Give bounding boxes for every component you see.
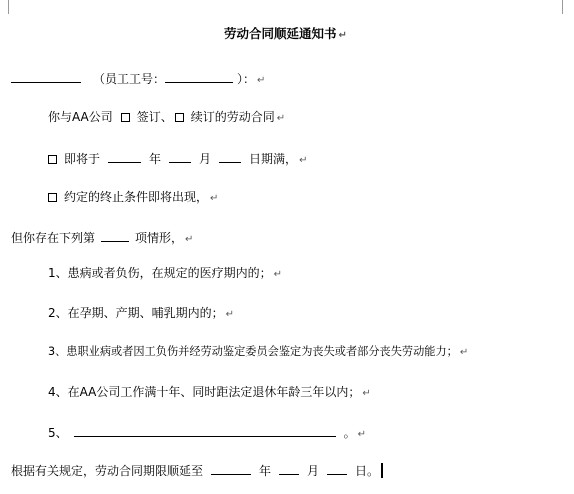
paragraph-mark: ↵: [299, 155, 308, 166]
contract-prefix: 你与AA公司: [48, 110, 113, 124]
condition-prefix: 但你存在下列第: [11, 231, 96, 245]
contract-type-line: [48, 109, 285, 125]
employee-id-close: ）：: [237, 72, 256, 86]
renew-checkbox[interactable]: [175, 113, 184, 122]
extend-year-label: 年: [259, 464, 272, 478]
termination-text: 约定的终止条件即将出现，: [64, 190, 209, 204]
condition-line: [11, 228, 193, 244]
item5-number: 5、: [48, 426, 68, 440]
sign-checkbox[interactable]: [121, 113, 130, 122]
termination-checkbox[interactable]: [48, 193, 57, 202]
list-item: [48, 384, 371, 400]
expiry-line: [48, 149, 307, 165]
extend-month-label: 月: [307, 464, 320, 478]
paragraph-mark: ↵: [185, 234, 194, 245]
employee-id-blank[interactable]: [165, 69, 233, 83]
item5-period: 。: [343, 426, 356, 440]
closing-prefix: 根据有关规定，劳动合同期限顺延至: [11, 464, 204, 478]
document-title-line: [224, 26, 347, 42]
list-item-text: 2、在孕期、产期、哺乳期内的；: [48, 306, 224, 320]
expiry-day-blank[interactable]: [219, 149, 241, 163]
paragraph-mark: ↵: [362, 388, 371, 399]
employee-line: [11, 69, 265, 85]
employee-name-blank[interactable]: [11, 69, 81, 83]
employee-id-label: （员工工号：: [93, 72, 166, 86]
paragraph-mark: ↵: [210, 193, 219, 204]
paragraph-mark: ↵: [357, 429, 367, 440]
extend-month-blank[interactable]: [279, 461, 299, 475]
list-item-text: 4、在AA公司工作满十年、同时距法定退休年龄三年以内；: [48, 385, 361, 399]
paragraph-mark: ↵: [273, 269, 283, 280]
paragraph-mark: ↵: [276, 113, 286, 124]
expiry-month-label: 月: [199, 152, 212, 166]
item5-blank[interactable]: [74, 423, 336, 437]
list-item-text: 1、患病或者负伤，在规定的医疗期内的；: [48, 266, 272, 280]
expiry-day-label: 日期满，: [249, 152, 298, 166]
expiry-checkbox[interactable]: [48, 155, 57, 164]
list-item: [48, 305, 234, 321]
list-item: [48, 344, 468, 360]
paragraph-mark: ↵: [257, 75, 266, 86]
list-item-5: [48, 423, 366, 439]
extend-year-blank[interactable]: [211, 461, 251, 475]
text-cursor: [381, 463, 383, 478]
extend-day-label: 日。: [355, 464, 380, 478]
paragraph-mark: ↵: [338, 30, 347, 41]
renew-label: 续订的劳动合同: [190, 110, 275, 124]
condition-number-blank[interactable]: [101, 228, 129, 242]
list-item-text: 3、患职业病或者因工负伤并经劳动鉴定委员会鉴定为丧失或者部分丧失劳动能力；: [48, 345, 458, 358]
expiry-year-label: 年: [149, 152, 162, 166]
paragraph-mark: ↵: [225, 309, 235, 320]
condition-suffix: 项情形，: [135, 231, 184, 245]
paragraph-mark: ↵: [459, 347, 469, 358]
expiry-month-blank[interactable]: [169, 149, 191, 163]
extend-day-blank[interactable]: [327, 461, 347, 475]
list-item: [48, 265, 282, 281]
document-title: 劳动合同顺延通知书: [224, 26, 337, 41]
expiry-year-blank[interactable]: [108, 149, 141, 163]
closing-line: [11, 461, 383, 477]
sign-label: 签订、: [136, 110, 173, 124]
expiry-prefix: 即将于: [64, 152, 101, 166]
right-margin-mark: [562, 0, 563, 14]
termination-line: [48, 189, 218, 205]
left-margin-mark: [8, 0, 9, 14]
